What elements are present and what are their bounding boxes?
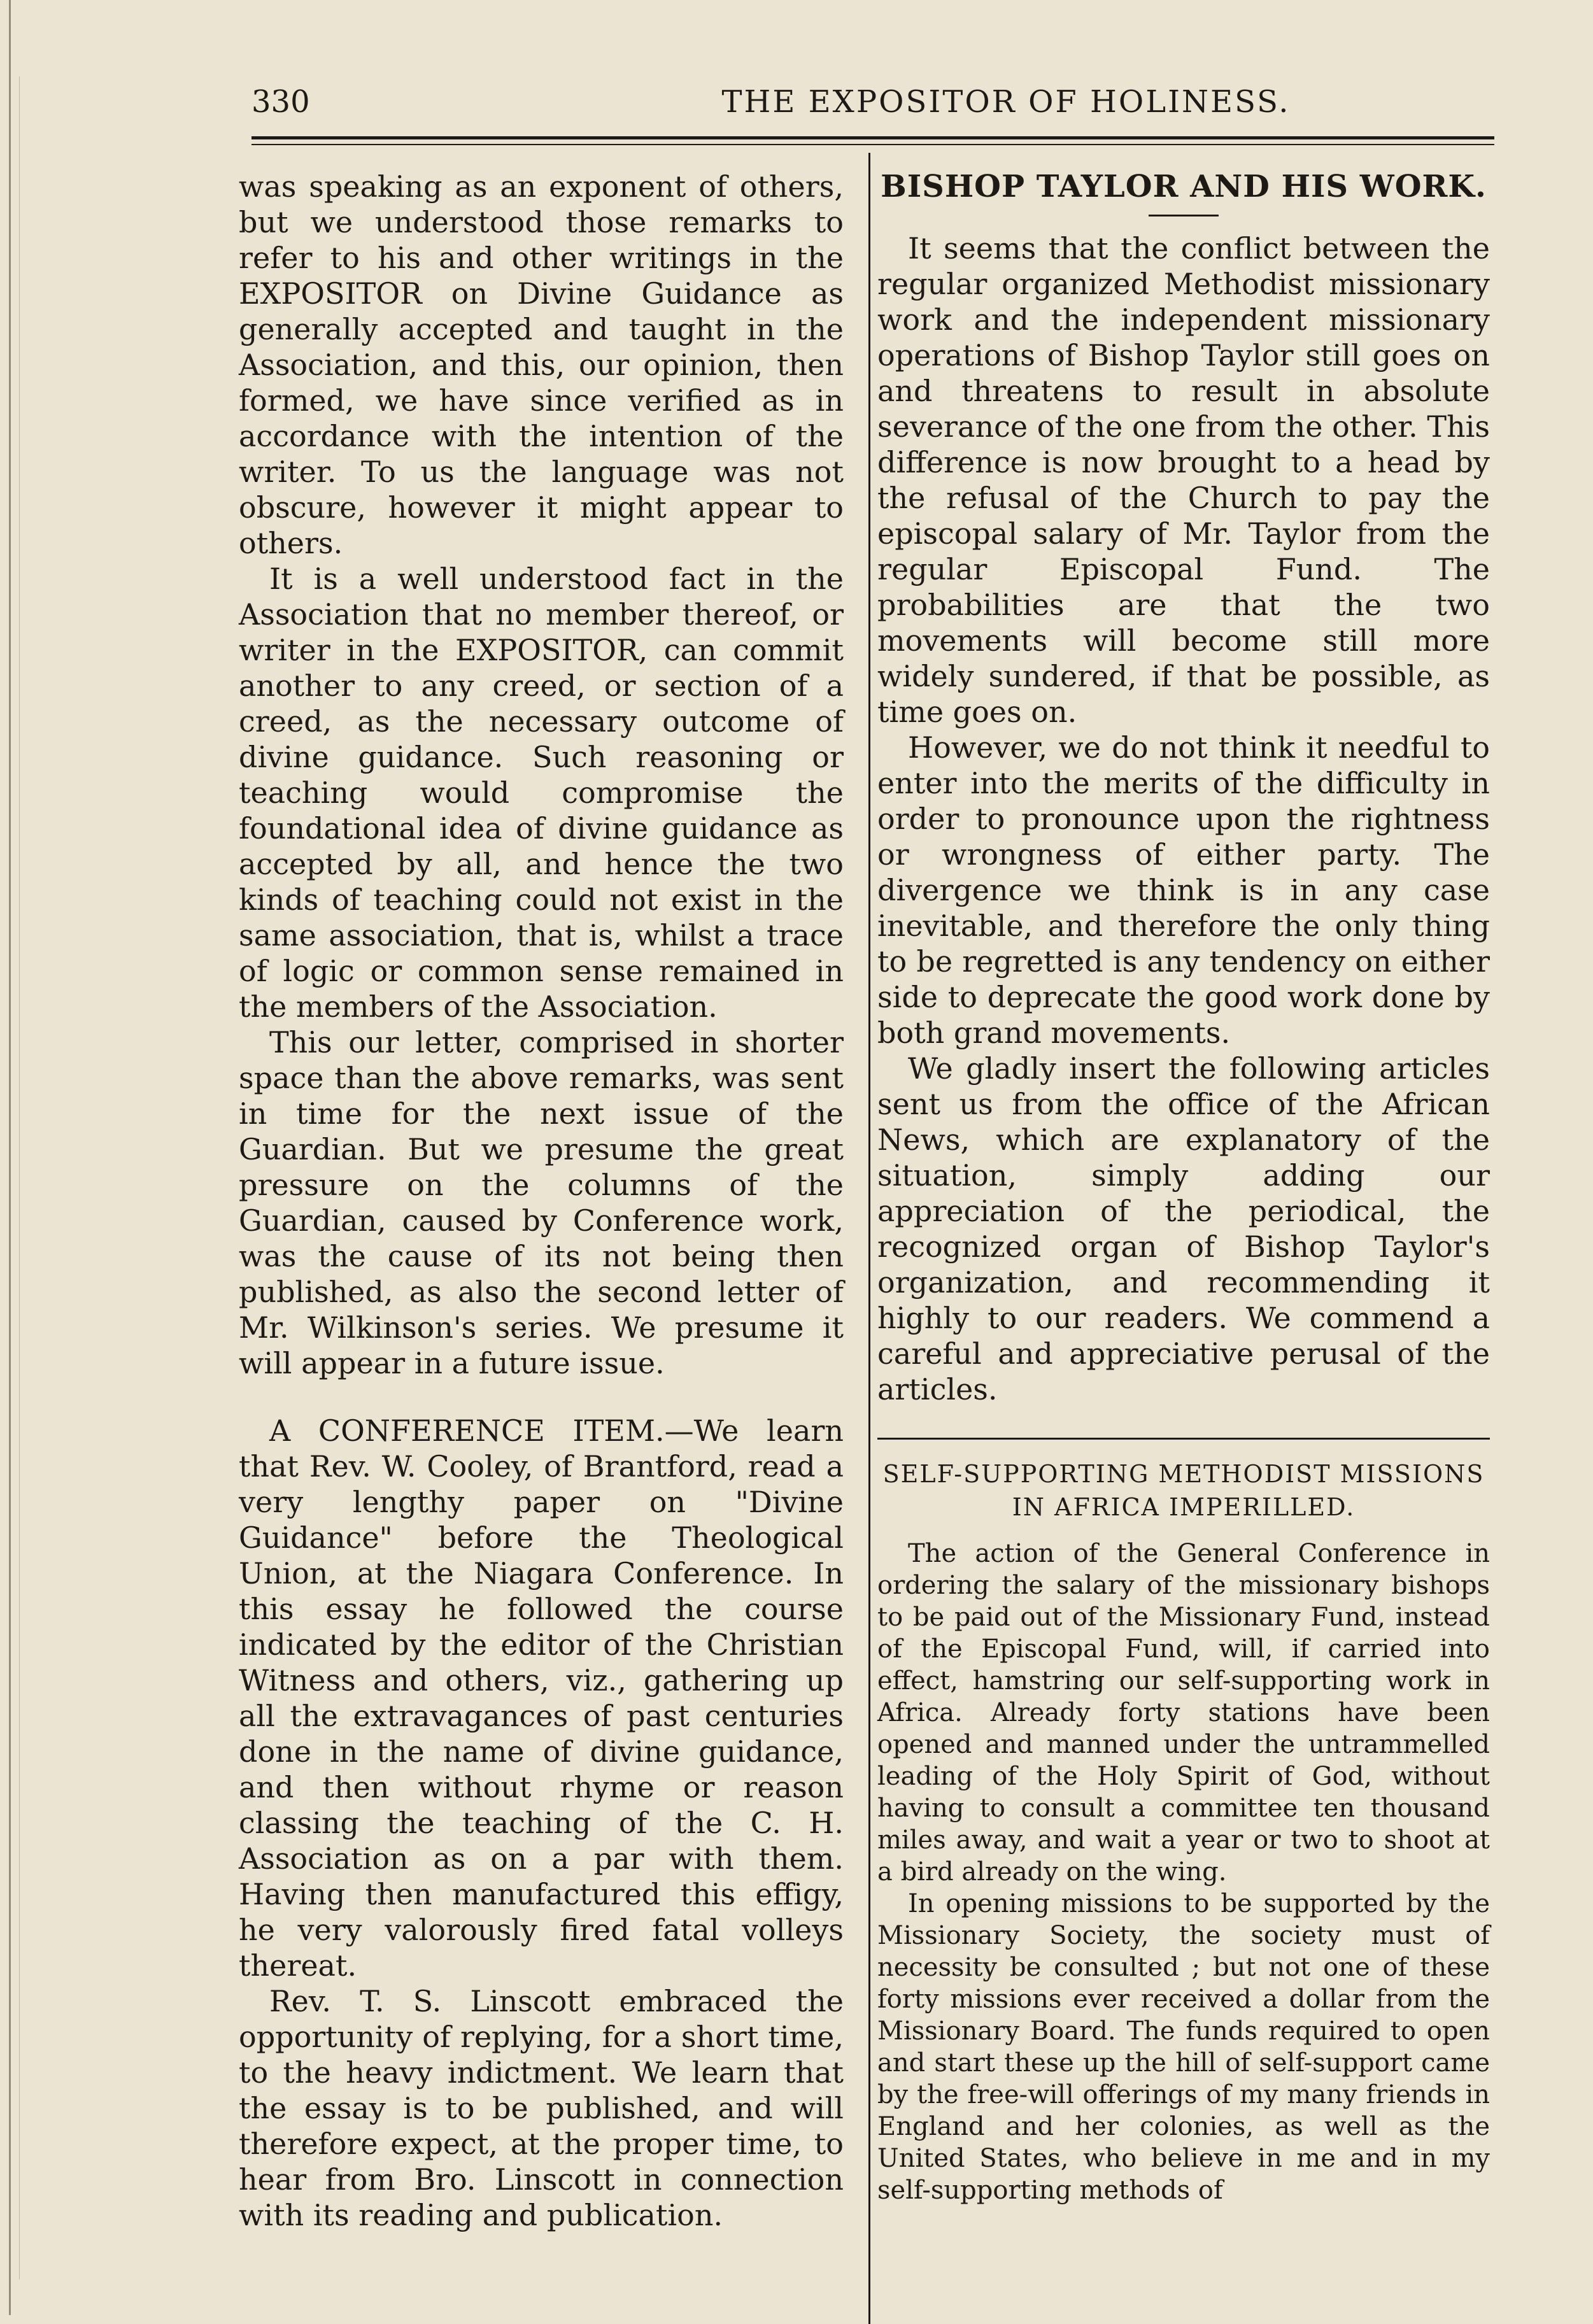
article-subtitle-line-1: SELF-SUPPORTING METHODIST MISSIONS [882,1460,1485,1488]
left-paragraph-3: This our letter, comprised in shorter space than the above remarks, was sent in time for the next issue of the Guardian. But we presume the great pressure on the columns of the Guardian, caused by Conference work, was the cause of its not being then published, as also the second letter of Mr. Wilkinson's series. We presume it will appear in a future issue. [239,1025,844,1380]
right-paragraph-4: The action of the General Conference in ordering the salary of the missionary bishops to be paid out of the Missionary Fund, instead of the Episcopal Fund, will, if carried into effect, hamstring our self-supporting work in Africa. Already forty stations have been opened and manned under the untrammelled leading of the Holy Spirit of God, without having to consult a committee ten thousand miles away, and wait a year or two to shoot at a bird already on the wing. [877,1539,1490,1887]
right-paragraph-5: In opening missions to be supported by the Missionary Society, the society must of necessity be consulted ; but not one of these forty missions ever received a dollar from the Missionary Board. The funds required to open and start these up the hill of self-support came by the free-will offerings of my many friends in England and her colonies, as well as the United States, who believe in me and in my self-supporting methods of [877,1889,1490,2205]
header-rule-thick [251,136,1494,139]
right-paragraph-2: However, we do not think it needful to enter into the merits of the difficulty in order to pronounce upon the rightness or wrongness of either party. The divergence we think is in any case inevitable, and therefore the only thing to be regretted is any tendency on either side to deprecate the good work done by both grand movements. [877,730,1490,1050]
left-section-gap [239,1381,844,1413]
section-separator-rule [877,1438,1490,1440]
right-paragraph-1: It seems that the conflict between the regular organized Methodist missionary work and the independent missionary operations of Bishop Taylor still goes on and threatens to result in absolute severance of the one from the other. This difference is now brought to a head by the refusal of the Church to pay the episcopal salary of Mr. Taylor from the regular Episcopal Fund. The probabilities are that the two movements will become still more widely sundered, if that be possible, as time goes on. [877,231,1490,729]
subtitle-gap [877,1524,1490,1538]
right-paragraph-3: We gladly insert the following articles sent us from the office of the African News, which are explanatory of the situation, simply adding our appreciation of the periodical, the recognized organ of Bishop Taylor's organization, and recommending it highly to our readers. We commend a careful and appreciative perusal of the articles. [877,1051,1490,1406]
page-header [251,75,1506,126]
column-divider [868,153,870,2324]
left-paragraph-1: was speaking as an exponent of others, but we understood those remarks to refer to his and other writings in the EXPOSITOR on Divine Guidance as generally accepted and taught in the Association, and this, our opinion, then formed, we have since verified as in accordance with the intention of the writer. To us the language was not obscure, however it might appear to others. [239,169,844,560]
header-rule-thin [251,144,1494,145]
left-paragraph-2: It is a well understood fact in the Association that no member thereof, or writer in the EXPOSITOR, can commit another to any creed, or section of a creed, as the necessary outcome of divine guidance. Such reasoning or teaching would compromise the foundational idea of divine guidance as accepted by all, and hence the two kinds of teaching could not exist in the same association, that is, whilst a trace of logic or common sense remained in the members of the Association. [239,562,844,1024]
conference-item-paragraph: A CONFERENCE ITEM.—We learn that Rev. W. Cooley, of Brantford, read a very lengthy paper on "Divine Guidance" before the Theological Union, at the Niagara Conference. In this essay he followed the course indicated by the editor of the Christian Witness and others, viz., gathering up all the extravagances of past centuries done in the name of divine guidance, and then without rhyme or reason classing the teaching of the C. H. Association as on a par with them. Having then manufactured this effigy, he very valorously fired fatal volleys thereat. [239,1414,844,1983]
running-title: THE EXPOSITOR OF HOLINESS. [721,84,1291,120]
article-title: BISHOP TAYLOR AND HIS WORK. [881,169,1487,204]
left-paragraph-5: Rev. T. S. Linscott embraced the opportunity of replying, for a short time, to the heavy indictment. We learn that the essay is to be published, and will therefore expect, at the proper time, to hear from Bro. Linscott in connection with its reading and publication. [239,1984,844,2232]
article-subtitle-line-2: IN AFRICA IMPERILLED. [1012,1493,1356,1521]
page-edge-line [9,0,11,2315]
page-edge-shadow [19,76,20,2279]
right-column [877,169,1490,2206]
left-column [239,169,844,2233]
title-short-rule [1149,215,1219,216]
page-number: 330 [251,84,310,120]
